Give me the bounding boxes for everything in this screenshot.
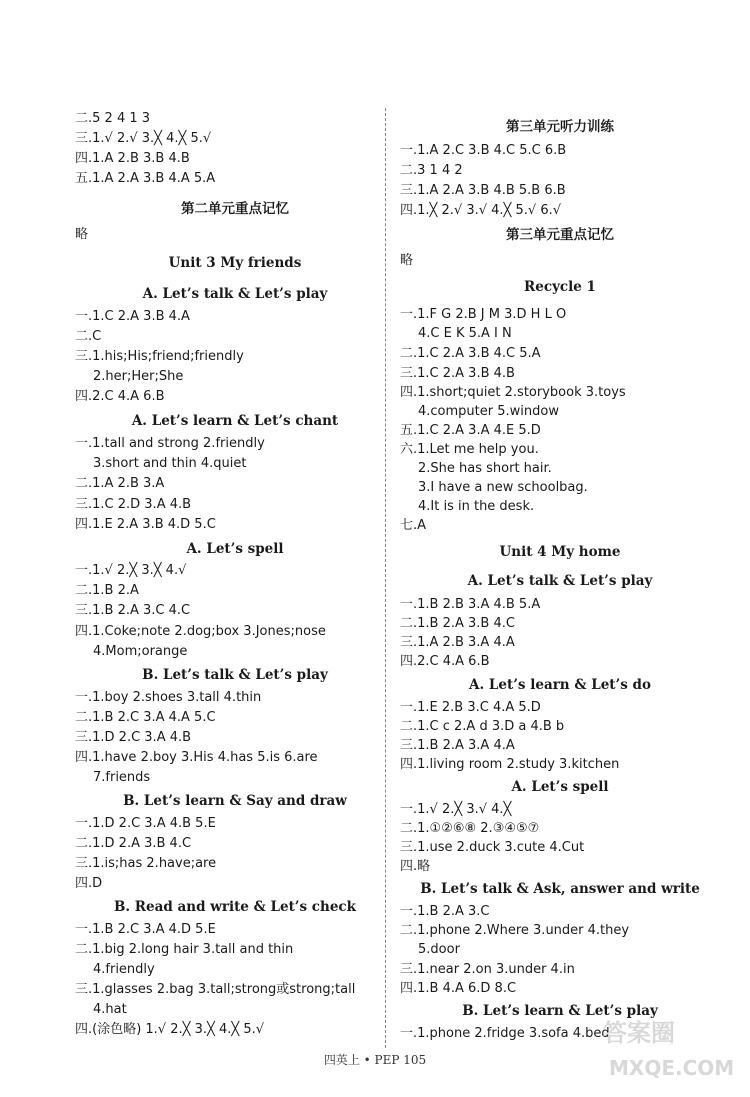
section-heading: Unit 4 My home [499,544,621,560]
answer-line: 四.1.living room 2.study 3.kitchen [400,757,620,772]
answer-line: 三.1.√ 2.√ 3.╳ 4.╳ 5.√ [75,131,212,146]
section-heading: 第二单元重点记忆 [181,201,289,217]
answer-line: 4.computer 5.window [418,404,559,419]
answer-line: 二.1.C 2.A 3.B 4.C 5.A [400,346,541,361]
answer-line: 二.1.B 2.A [75,583,139,598]
page-footer: 四英上 • PEP 105 [323,1053,427,1067]
answer-line: 四.略 [400,859,431,874]
answer-line: 一.1.√ 2.╳ 3.√ 4.╳ [400,802,512,817]
answer-line: 一.1.A 2.C 3.B 4.C 5.C 6.B [400,143,567,158]
answer-line: 四.1.╳ 2.√ 3.√ 4.╳ 5.√ 6.√ [400,203,562,218]
answer-line: 二.1.①②⑥⑧ 2.③④⑤⑦ [400,821,540,836]
answer-line: 三.1.B 2.A 3.C 4.C [75,603,191,618]
answer-line: 一.1.C 2.A 3.B 4.A [75,309,190,324]
section-heading: A. Let’s learn & Let’s do [469,677,651,693]
section-heading: 第三单元听力训练 [506,119,614,135]
answer-line: 略 [400,253,414,268]
answer-line: 四.1.E 2.A 3.B 4.D 5.C [75,517,216,532]
answer-line: 三.1.D 2.C 3.A 4.B [75,730,192,745]
answer-line: 一.1.boy 2.shoes 3.tall 4.thin [75,690,262,705]
answer-line: 三.1.is;has 2.have;are [75,856,217,871]
answer-line: 2.She has short hair. [418,461,552,476]
answer-line: 三.1.use 2.duck 3.cute 4.Cut [400,840,585,855]
section-heading: B. Let’s talk & Let’s play [142,667,328,683]
answer-line: 一.1.F G 2.B J M 3.D H L O [400,307,567,322]
answer-line: 4.Mom;orange [93,644,188,659]
answer-line: 二.1.D 2.A 3.B 4.C [75,836,192,851]
section-heading: A. Let’s spell [511,779,609,795]
answer-line: 五.1.A 2.A 3.B 4.A 5.A [75,171,216,186]
answer-line: 三.1.A 2.A 3.B 4.B 5.B 6.B [400,183,566,198]
watermark-logo [595,1003,745,1091]
answer-line: 三.1.glasses 2.bag 3.tall;strong或strong;tall [75,982,356,997]
answer-line: 一.1.D 2.C 3.A 4.B 5.E [75,816,216,831]
section-heading: A. Let’s talk & Let’s play [467,573,653,589]
section-heading: 第三单元重点记忆 [506,227,614,243]
answer-line: 一.1.phone 2.fridge 3.sofa 4.bed [400,1026,610,1041]
section-heading: Unit 3 My friends [168,255,302,271]
answer-line: 二.1.C c 2.A d 3.D a 4.B b [400,719,565,734]
answer-line: 3.short and thin 4.quiet [93,456,247,471]
answer-line: 二.3 1 4 2 [400,163,463,178]
answer-line: 一.1.tall and strong 2.friendly [75,436,265,451]
answer-line: 一.1.B 2.B 3.A 4.B 5.A [400,597,541,612]
answer-line: 2.her;Her;She [93,369,184,384]
answer-line: 一.1.E 2.B 3.C 4.A 5.D [400,700,541,715]
answer-line: 四.1.A 2.B 3.B 4.B [75,151,190,166]
section-heading: A. Let’s learn & Let’s chant [131,413,339,429]
answer-line: 四.1.short;quiet 2.storybook 3.toys [400,385,626,400]
answer-line: 四.1.have 2.boy 3.His 4.has 5.is 6.are [75,750,318,765]
answer-line: 四.2.C 4.A 6.B [75,389,165,404]
answer-line: 7.friends [93,770,151,785]
answer-line: 四.1.B 4.A 6.D 8.C [400,981,517,996]
answer-line: 二.1.A 2.B 3.A [75,476,165,491]
answer-line: 三.1.near 2.on 3.under 4.in [400,962,575,977]
section-heading: Recycle 1 [524,279,596,295]
answer-line: 二.5 2 4 1 3 [75,111,151,126]
section-heading: A. Let’s spell [186,541,284,557]
answer-line: 3.I have a new schoolbag. [418,480,588,495]
answer-line: 一.1.√ 2.╳ 3.╳ 4.√ [75,563,187,578]
section-heading: B. Let’s talk & Ask, answer and write [420,881,700,897]
section-heading: B. Read and write & Let’s check [114,899,356,915]
answer-line: 一.1.B 2.A 3.C [400,904,490,919]
answer-line: 五.1.C 2.A 3.A 4.E 5.D [400,423,541,438]
answer-line: 三.1.A 2.B 3.A 4.A [400,635,515,650]
answer-line: 二.C [75,329,102,344]
watermark-text-cn: 答案圈 [603,1019,675,1047]
answer-line: 四.(涂色略) 1.√ 2.╳ 3.╳ 4.╳ 5.√ [75,1022,265,1037]
answer-line: 二.1.B 2.A 3.B 4.C [400,616,515,631]
answer-line: 一.1.B 2.C 3.A 4.D 5.E [75,922,216,937]
answer-line: 5.door [418,942,460,957]
answer-line: 4.friendly [93,962,155,977]
answer-line: 三.1.C 2.A 3.B 4.B [400,366,515,381]
answer-line: 四.2.C 4.A 6.B [400,654,490,669]
section-heading: B. Let’s learn & Say and draw [123,793,347,809]
answer-line: 4.hat [93,1002,127,1017]
answer-line: 4.C E K 5.A I N [418,326,512,341]
answer-line: 略 [75,227,89,242]
answer-line: 二.1.phone 2.Where 3.under 4.they [400,923,630,938]
section-heading: B. Let’s learn & Let’s play [462,1003,658,1019]
answer-line: 七.A [400,518,427,533]
answer-line: 三.1.B 2.A 3.A 4.A [400,738,515,753]
section-heading: A. Let’s talk & Let’s play [142,286,328,302]
answer-line: 三.1.C 2.D 3.A 4.B [75,497,192,512]
answer-line: 四.1.Coke;note 2.dog;box 3.Jones;nose [75,624,326,639]
watermark-text-url: MXQE.COM [609,1056,735,1080]
answer-line: 二.1.B 2.C 3.A 4.A 5.C [75,710,216,725]
answer-line: 二.1.big 2.long hair 3.tall and thin [75,942,294,957]
answer-line: 三.1.his;His;friend;friendly [75,349,244,364]
answer-line: 四.D [75,876,103,891]
answer-line: 4.It is in the desk. [418,499,535,514]
answer-line: 六.1.Let me help you. [400,442,539,457]
